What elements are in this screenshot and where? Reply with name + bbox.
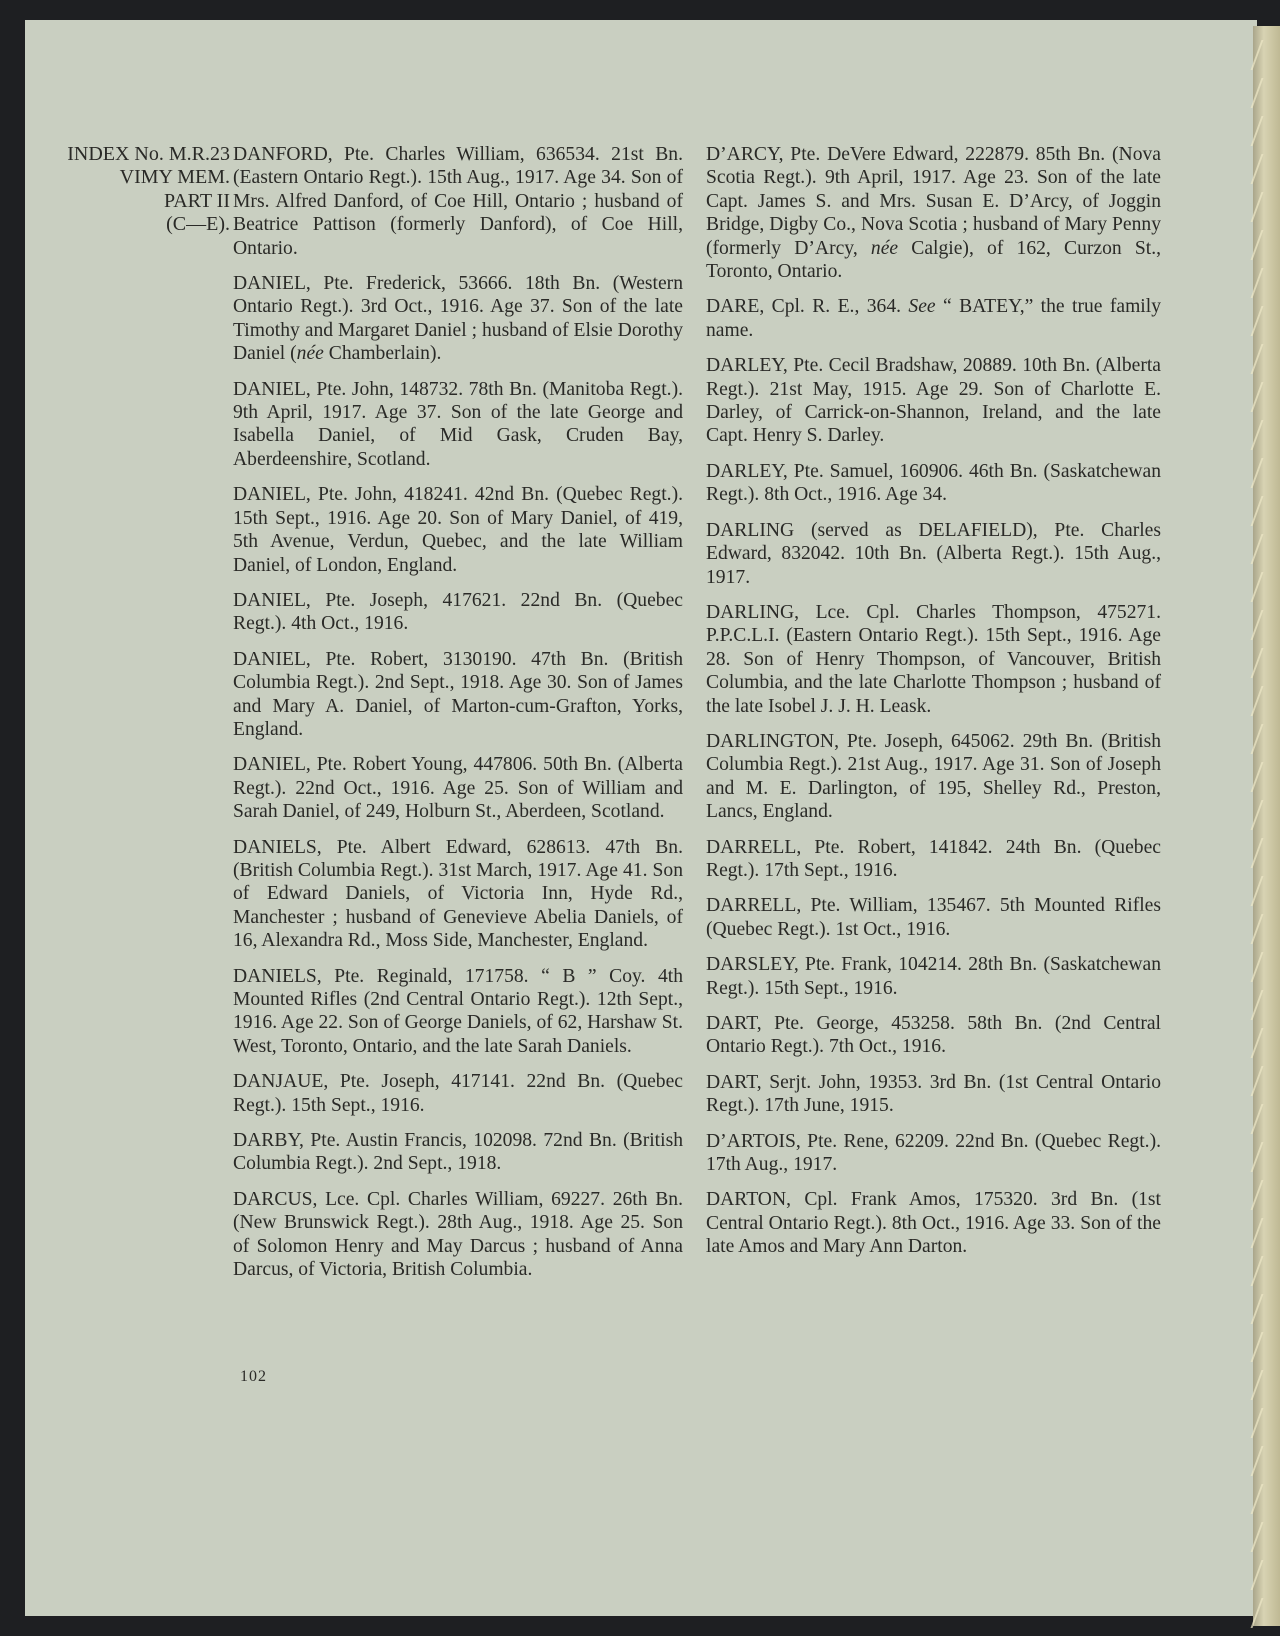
casualty-entry xyxy=(706,1188,1161,1258)
entry-text: DARLINGTON, Pte. Joseph, 645062. 29th Bn. (British Columbia Regt.). 21st Aug., 1917. Age 31. Son of Joseph and M. E. Darlington, of 195, Shelley Rd., Preston, Lancs, England. xyxy=(706,730,1161,823)
casualty-entry xyxy=(706,730,1161,824)
entry-text: DARE, Cpl. R. E., 364. xyxy=(706,296,909,318)
casualty-entry xyxy=(706,1130,1161,1177)
entry-text: DART, Pte. George, 453258. 58th Bn. (2nd Central Ontario Regt.). 7th Oct., 1916. xyxy=(706,1013,1161,1058)
entry-text: Chamberlain). xyxy=(323,343,442,365)
entry-text: DARLEY, Pte. Samuel, 160906. 46th Bn. (Saskatchewan Regt.). 8th Oct., 1916. Age 34. xyxy=(706,460,1161,506)
casualty-entry xyxy=(706,836,1161,883)
casualty-entry xyxy=(233,648,683,742)
entry-text: DARLING, Lce. Cpl. Charles Thompson, 475271. P.P.C.L.I. (Eastern Ontario Regt.). 15th Sept., 1916. Age 28. Son of Henry Thompson, of Vancouver, British Columbia, and the late Charlotte Thompson ; husband of the late Isobel J. J. H. Leask. xyxy=(706,601,1161,717)
casualty-entry xyxy=(233,143,683,260)
entry-text: D’ARTOIS, Pte. Rene, 62209. 22nd Bn. (Quebec Regt.). 17th Aug., 1917. xyxy=(706,1130,1161,1176)
right-column xyxy=(706,143,1161,1271)
entry-text: DANJAUE, Pte. Joseph, 417141. 22nd Bn. (Quebec Regt.). 15th Sept., 1916. xyxy=(233,1071,683,1116)
entry-text: DANIELS, Pte. Reginald, 171758. “ B ” Coy. 4th Mounted Rifles (2nd Central Ontario Regt.). 12th Sept., 1916. Age 22. Son of George Daniels, of 62, Harshaw St. West, Toronto, Ontario, and the late Sarah Daniels. xyxy=(233,965,683,1057)
casualty-entry xyxy=(706,295,1161,342)
entry-text: DANIEL, Pte. Robert, 3130190. 47th Bn. (British Columbia Regt.). 2nd Sept., 1918. Age 30. Son of James and Mary A. Daniel, of Marton-cum-Grafton, Yorks, England. xyxy=(233,648,683,740)
entry-text: DARLEY, Pte. Cecil Bradshaw, 20889. 10th Bn. (Alberta Regt.). 21st May, 1915. Age 29. Son of Charlotte E. Darley, of Carrick-on-Shannon, Ireland, and the late Capt. Henry S. Darley. xyxy=(706,355,1161,447)
italic-text: née xyxy=(296,343,324,365)
entry-text: DARTON, Cpl. Frank Amos, 175320. 3rd Bn. (1st Central Ontario Regt.). 8th Oct., 1916. Age 33. Son of the late Amos and Mary Ann Darton. xyxy=(706,1189,1161,1258)
casualty-entry xyxy=(706,519,1161,589)
italic-text: See xyxy=(908,296,936,318)
entry-text: D’ARCY, Pte. DeVere Edward, 222879. 85th Bn. (Nova Scotia Regt.). 9th April, 1917. Age 23. Son of the late Capt. James S. and Mrs. Susan E. D’Arcy, of Joggin Bridge, Digby Co., Nova Scotia ; husband of Mary Penny (formerly D’Arcy, xyxy=(706,144,1161,259)
range-label: (C—E). xyxy=(166,213,230,236)
casualty-entry xyxy=(233,1188,683,1282)
entry-text: DARLING (served as DELAFIELD), Pte. Charles Edward, 832042. 10th Bn. (Alberta Regt.). 15th Aug., 1917. xyxy=(706,519,1161,588)
left-column xyxy=(233,143,683,1293)
casualty-entry xyxy=(706,354,1161,448)
casualty-entry xyxy=(233,589,683,636)
casualty-entry xyxy=(706,1012,1161,1059)
entry-text: DANIEL, Pte. Robert Young, 447806. 50th Bn. (Alberta Regt.). 22nd Oct., 1916. Age 25. Son of William and Sarah Daniel, of 249, Holburn St., Aberdeen, Scotland. xyxy=(233,754,683,823)
casualty-entry xyxy=(233,1070,683,1117)
entry-text: DARRELL, Pte. William, 135467. 5th Mounted Rifles (Quebec Regt.). 1st Oct., 1916. xyxy=(706,895,1161,940)
entry-text: DARCUS, Lce. Cpl. Charles William, 69227. 26th Bn. (New Brunswick Regt.). 28th Aug., 1918. Age 25. Son of Solomon Henry and May Darcus ; husband of Anna Darcus, of Victoria, British Columbia. xyxy=(233,1188,683,1281)
entry-text: DARSLEY, Pte. Frank, 104214. 28th Bn. (Saskatchewan Regt.). 15th Sept., 1916. xyxy=(706,954,1161,999)
casualty-entry xyxy=(706,953,1161,1000)
entry-text: DANIEL, Pte. Joseph, 417621. 22nd Bn. (Quebec Regt.). 4th Oct., 1916. xyxy=(233,589,683,635)
casualty-entry xyxy=(233,836,683,953)
index-number: INDEX No. M.R.23 xyxy=(67,143,230,165)
casualty-entry xyxy=(233,272,683,366)
casualty-entry xyxy=(706,601,1161,718)
index-label xyxy=(30,143,230,237)
entry-text: DANFORD, Pte. Charles William, 636534. 21st Bn. (Eastern Ontario Regt.). 15th Aug., 1917. Age 34. Son of Mrs. Alfred Danford, of Coe Hill, Ontario ; husband of Beatrice Pattison (formerly Danford), of Coe Hill, Ontario. xyxy=(233,144,683,259)
casualty-entry xyxy=(233,378,683,472)
entry-text: Calgie), of 162, Curzon St., Toronto, Ontario. xyxy=(706,237,1161,283)
casualty-entry xyxy=(233,753,683,823)
part-label: PART II xyxy=(163,189,230,212)
casualty-entry xyxy=(233,965,683,1059)
casualty-entry xyxy=(233,483,683,577)
entry-text: DARRELL, Pte. Robert, 141842. 24th Bn. (Quebec Regt.). 17th Sept., 1916. xyxy=(706,836,1161,881)
casualty-entry xyxy=(706,894,1161,941)
entry-text: DART, Serjt. John, 19353. 3rd Bn. (1st Central Ontario Regt.). 17th June, 1915. xyxy=(706,1071,1161,1117)
casualty-entry xyxy=(706,1071,1161,1118)
entry-text: DANIELS, Pte. Albert Edward, 628613. 47th Bn. (British Columbia Regt.). 31st March, 1917. Age 41. Son of Edward Daniels, of Victoria Inn, Hyde Rd., Manchester ; husband of Genevieve Abelia Daniels, of 16, Alexandra Rd., Moss Side, Manchester, England. xyxy=(233,836,683,952)
entry-text: DANIEL, Pte. Frederick, 53666. 18th Bn. (Western Ontario Regt.). 3rd Oct., 1916. Age 37. Son of the late Timothy and Margaret Daniel ; husband of Elsie Dorothy Daniel ( xyxy=(233,273,683,365)
entry-text: DANIEL, Pte. John, 418241. 42nd Bn. (Quebec Regt.). 15th Sept., 1916. Age 20. Son of Mary Daniel, of 419, 5th Avenue, Verdun, Quebec, and the late William Daniel, of London, England. xyxy=(233,484,683,576)
casualty-entry xyxy=(233,1129,683,1176)
casualty-entry xyxy=(706,460,1161,507)
casualty-entry xyxy=(706,143,1161,283)
entry-text: DARBY, Pte. Austin Francis, 102098. 72nd Bn. (British Columbia Regt.). 2nd Sept., 1918. xyxy=(233,1130,683,1175)
italic-text: née xyxy=(870,237,899,259)
page-number: 102 xyxy=(240,1368,267,1385)
memorial-name: VIMY MEM. xyxy=(119,166,230,189)
entry-text: “ BATEY,” the true family name. xyxy=(706,296,1161,341)
entry-text: DANIEL, Pte. John, 148732. 78th Bn. (Manitoba Regt.). 9th April, 1917. Age 37. Son of the late George and Isabella Daniel, of Mid Gask, Cruden Bay, Aberdeenshire, Scotland. xyxy=(233,378,683,470)
